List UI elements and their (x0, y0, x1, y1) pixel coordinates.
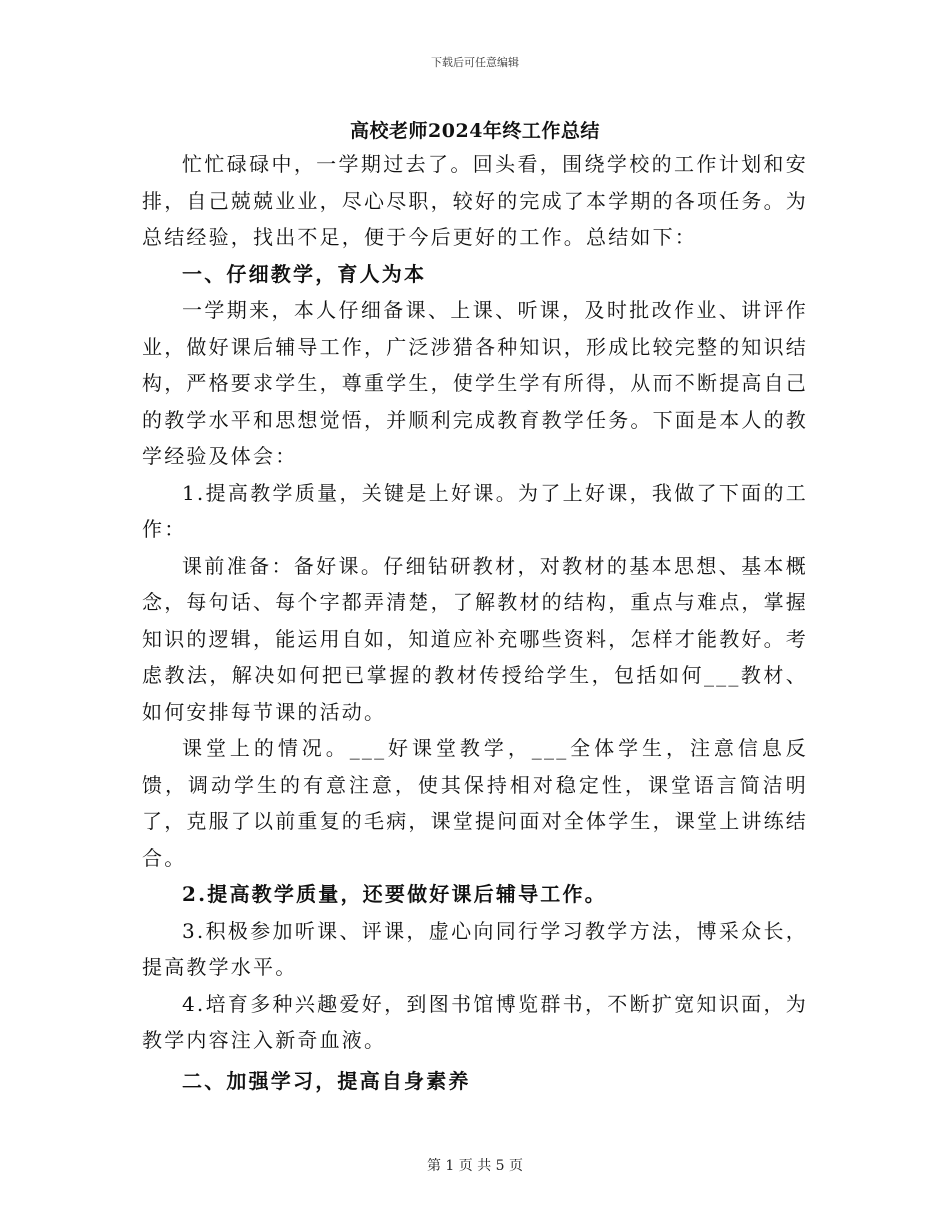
body-paragraph: 1.提高教学质量，关键是上好课。为了上好课，我做了下面的工作： (142, 480, 808, 541)
header-note: 下载后可任意编辑 (431, 56, 519, 69)
document-body (142, 146, 808, 1099)
body-paragraph: 课前准备：备好课。仔细钻研教材，对教材的基本思想、基本概念，每句话、每个字都弄清楚，了解教材的结构，重点与难点，掌握知识的逻辑，能运用自如，知道应补充哪些资料，怎样才能教好。考虑教法，解决如何把已掌握的教材传授给学生，包括如何___教材、如何安排每节课的活动。 (142, 553, 808, 724)
body-paragraph: 一学期来，本人仔细备课、上课、听课，及时批改作业、讲评作业，做好课后辅导工作，广泛涉猎各种知识，形成比较完整的知识结构，严格要求学生，尊重学生，使学生学有所得，从而不断提高自己的教学水平和思想觉悟，并顺利完成教育教学任务。下面是本人的教学经验及体会： (142, 298, 808, 468)
section-heading-1: 一、仔细教学，育人为本 (182, 261, 427, 286)
intro-paragraph: 忙忙碌碌中，一学期过去了。回头看，围绕学校的工作计划和安排，自己兢兢业业，尽心尽职，较好的完成了本学期的各项任务。为总结经验，找出不足，便于今后更好的工作。总结如下： (142, 152, 808, 249)
subheading-2: 2.提高教学质量，还要做好课后辅导工作。 (182, 882, 607, 906)
document-title: 高校老师2024年终工作总结 (350, 120, 600, 142)
body-paragraph: 3.积极参加听课、评课，虚心向同行学习教学方法，博采众长，提高教学水平。 (142, 918, 808, 979)
section-heading-2: 二、加强学习，提高自身素养 (182, 1068, 471, 1093)
body-paragraph: 课堂上的情况。___好课堂教学，___全体学生，注意信息反馈，调动学生的有意注意，使其保持相对稳定性，课堂语言简洁明了，克服了以前重复的毛病，课堂提问面对全体学生，课堂上讲练结合。 (142, 736, 808, 870)
body-paragraph: 4.培育多种兴趣爱好，到图书馆博览群书，不断扩宽知识面，为教学内容注入新奇血液。 (142, 991, 808, 1052)
page-number: 第 1 页 共 5 页 (426, 1158, 524, 1174)
